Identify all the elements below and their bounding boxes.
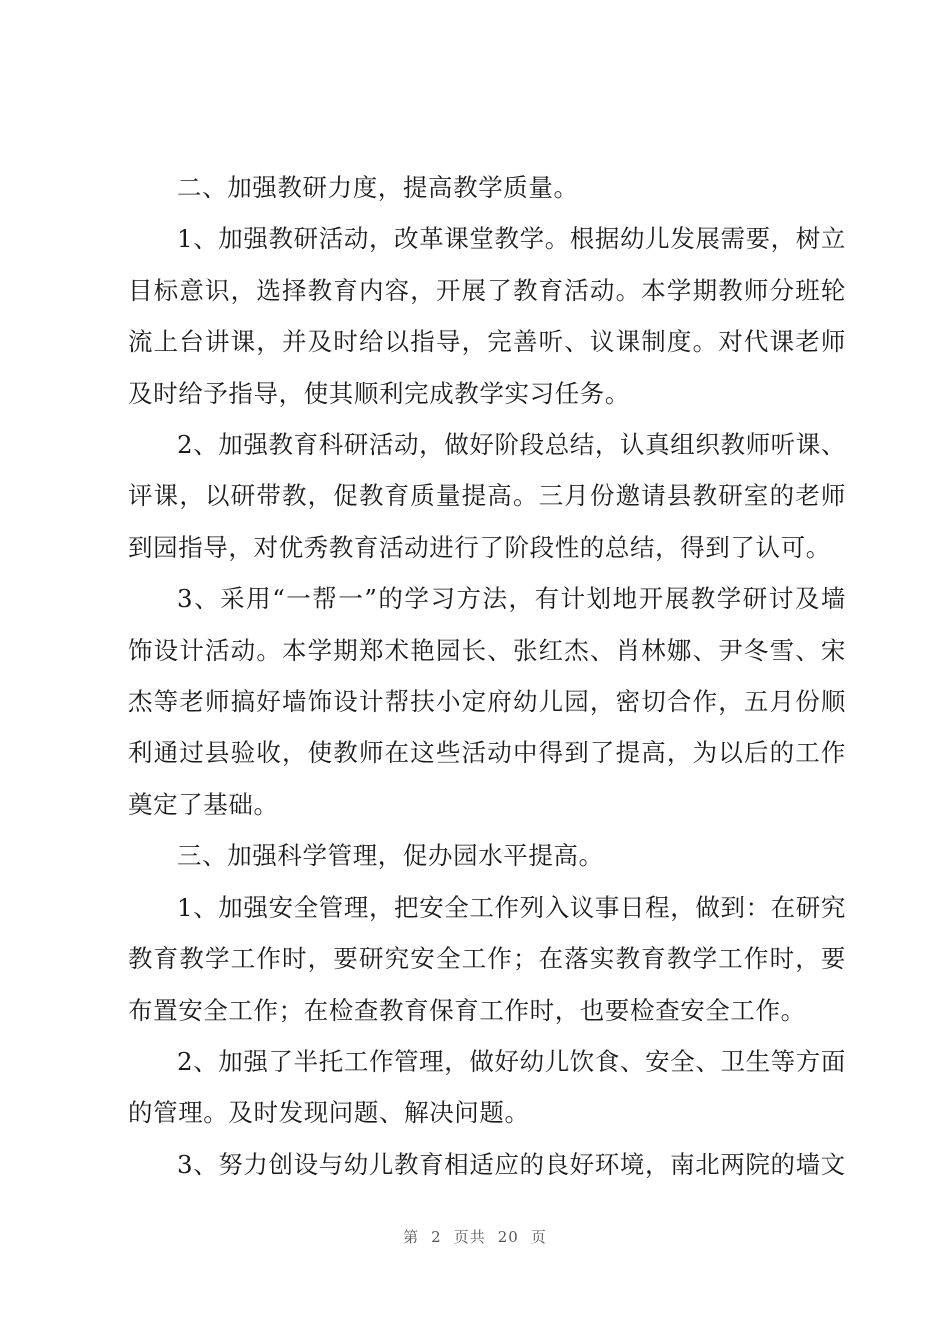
page-footer bbox=[0, 1226, 950, 1247]
footer-middle: 页共 bbox=[453, 1228, 486, 1246]
paragraph: 3、采用“一帮一”的学习方法，有计划地开展教学研讨及墙饰设计活动。本学期郑术艳园长、张红杰、肖林娜、尹冬雪、宋杰等老师搞好墙饰设计帮扶小定府幼儿园，密切合作，五月份顺利通过县验收，使教师在这些活动中得到了提高，为以后的工作奠定了基础。 bbox=[128, 584, 846, 819]
paragraph: 2、加强了半托工作管理，做好幼儿饮食、安全、卫生等方面的管理。及时发现问题、解决问题。 bbox=[128, 1046, 846, 1128]
footer-prefix: 第 bbox=[403, 1228, 420, 1246]
document-body bbox=[128, 162, 846, 1190]
section-heading-3: 三、加强科学管理，促办园水平提高。 bbox=[177, 841, 604, 871]
section-heading-2: 二、加强教研力度，提高教学质量。 bbox=[177, 173, 579, 202]
footer-total-pages: 20 bbox=[497, 1228, 519, 1246]
paragraph: 1、加强安全管理，把安全工作列入议事日程，做到：在研究教育教学工作时，要研究安全工作；在落实教育教学工作时，要布置安全工作；在检查教育保育工作时，也要检查安全工作。 bbox=[128, 892, 846, 1025]
footer-suffix: 页 bbox=[530, 1228, 547, 1246]
paragraph: 2、加强教育科研活动，做好阶段总结，认真组织教师听课、评课，以研带教，促教育质量提高。三月份邀请县教研室的老师到园指导，对优秀教育活动进行了阶段性的总结，得到了认可。 bbox=[128, 430, 846, 562]
footer-current-page: 2 bbox=[431, 1228, 442, 1246]
paragraph: 3、努力创设与幼儿教育相适应的良好环境，南北两院的墙文 bbox=[177, 1149, 846, 1179]
paragraph: 1、加强教研活动，改革课堂教学。根据幼儿发展需要，树立目标意识，选择教育内容，开展了教育活动。本学期教师分班轮流上台讲课，并及时给以指导，完善听、议课制度。对代课老师及时给予指导，使其顺利完成教学实习任务。 bbox=[128, 224, 846, 408]
